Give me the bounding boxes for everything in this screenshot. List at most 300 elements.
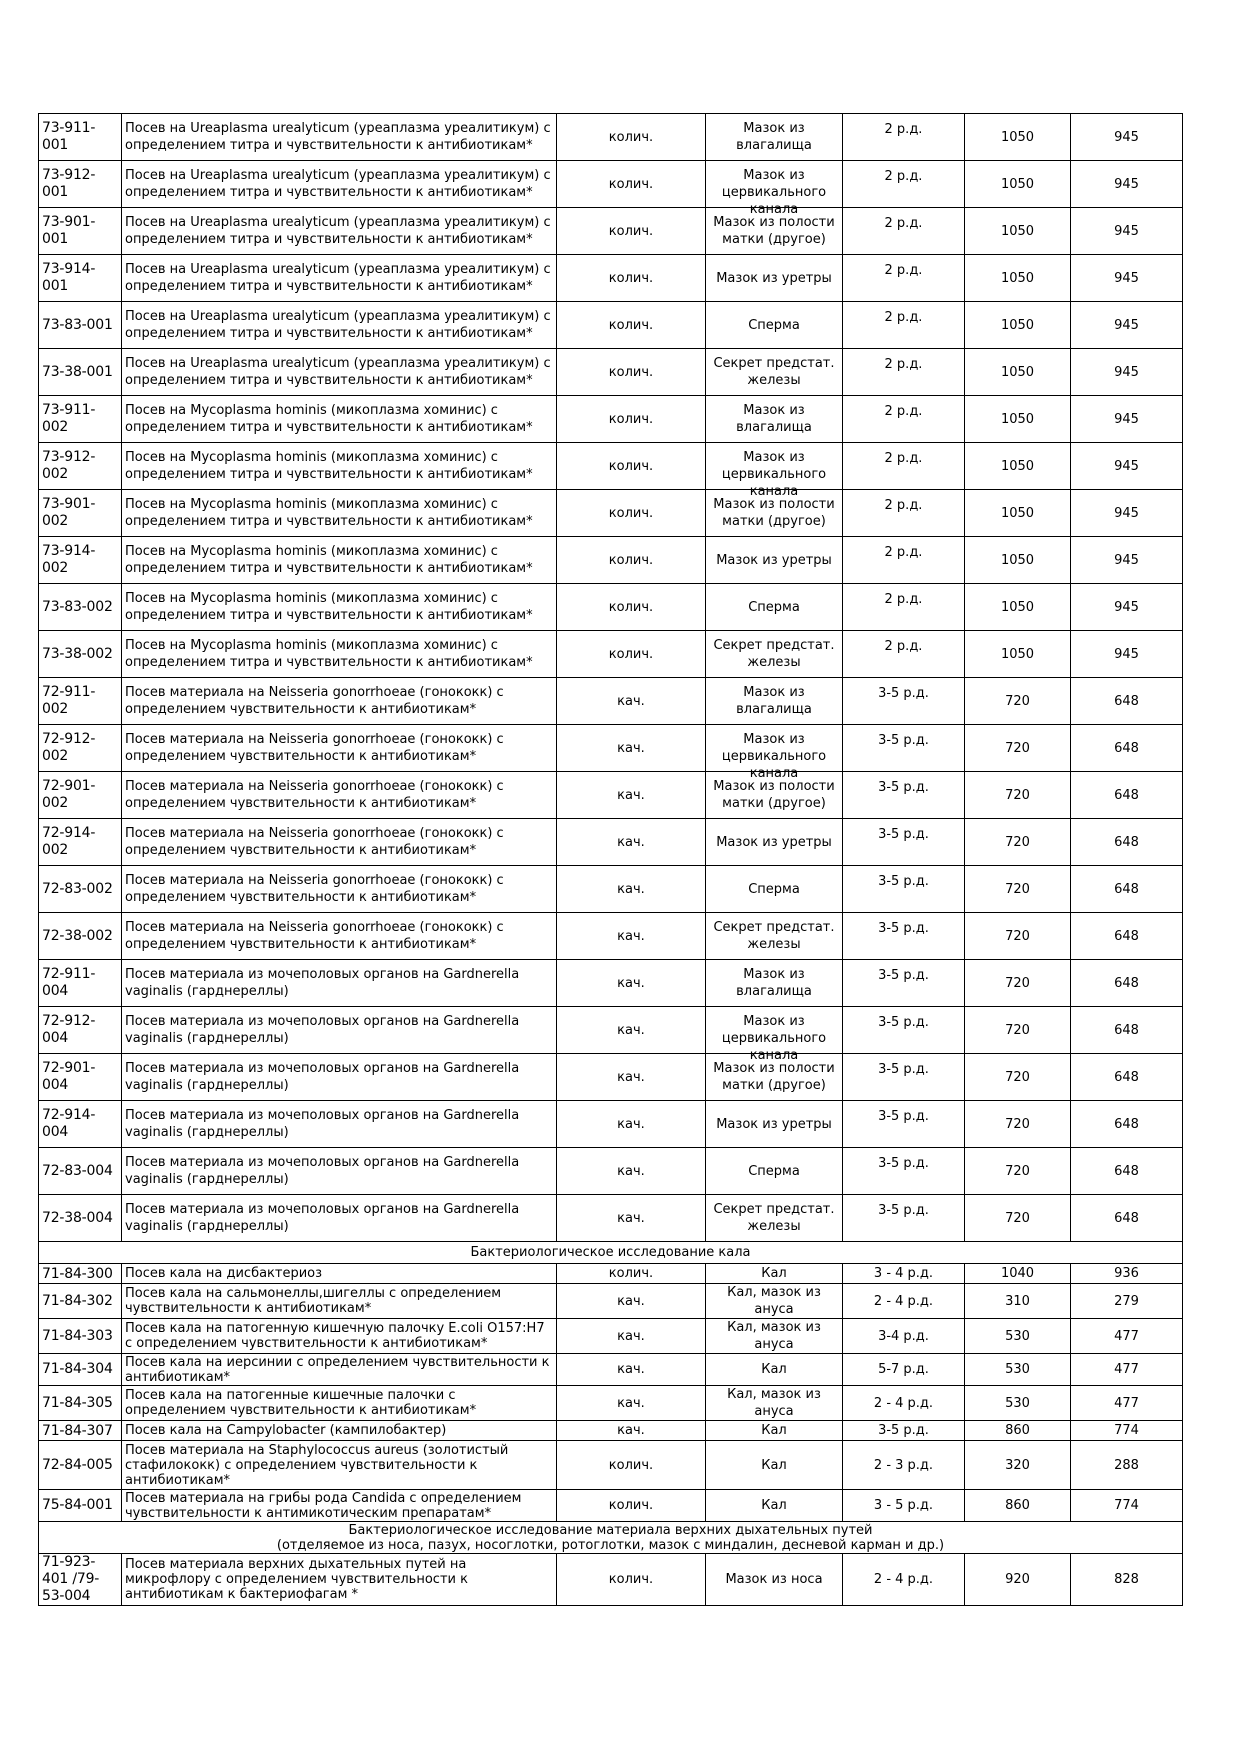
method bbox=[557, 1354, 706, 1386]
price-text: 1050 bbox=[1000, 458, 1035, 474]
discount-price bbox=[1071, 1441, 1183, 1490]
discount-price bbox=[1071, 678, 1183, 725]
service-code-text: 72-901-004 bbox=[42, 1060, 96, 1093]
material bbox=[706, 1264, 843, 1284]
method bbox=[557, 1101, 706, 1148]
material-text: Кал, мазок из ануса bbox=[727, 1285, 821, 1317]
discount-price-text: 945 bbox=[1114, 270, 1139, 286]
term-text: 3-5 р.д. bbox=[878, 779, 929, 795]
term-text: 2 р.д. bbox=[884, 497, 923, 513]
service-name bbox=[122, 819, 557, 866]
discount-price-text: 936 bbox=[1114, 1265, 1139, 1281]
service-name-text: Посев на Ureaplasma urealyticum (уреаплазма уреалитикум) с определением титра и чувствительности к антибиотикам* bbox=[125, 215, 551, 247]
discount-price-text: 945 bbox=[1114, 317, 1139, 333]
term-text: 2 - 3 р.д. bbox=[873, 1457, 934, 1473]
service-name bbox=[122, 631, 557, 678]
discount-price-text: 288 bbox=[1114, 1457, 1139, 1473]
material-text: Мазок из цервикального канала bbox=[721, 450, 827, 499]
material bbox=[706, 1386, 843, 1421]
service-name-text: Посев материала из мочеполовых органов на Gardnerella vaginalis (гарднереллы) bbox=[125, 1202, 520, 1234]
price bbox=[965, 302, 1071, 349]
price bbox=[965, 1148, 1071, 1195]
price-text: 530 bbox=[1005, 1362, 1030, 1377]
method bbox=[557, 396, 706, 443]
service-code-text: 73-901-001 bbox=[42, 214, 96, 247]
method-text: кач. bbox=[617, 1163, 645, 1179]
price-text: 720 bbox=[1005, 1116, 1030, 1132]
material bbox=[706, 537, 843, 584]
price-text: 1050 bbox=[1000, 364, 1035, 380]
service-code bbox=[39, 1007, 122, 1054]
method bbox=[557, 208, 706, 255]
price bbox=[965, 396, 1071, 443]
method bbox=[557, 1319, 706, 1354]
method-text: кач. bbox=[617, 1395, 645, 1411]
discount-price-text: 648 bbox=[1114, 928, 1139, 944]
service-code-text: 73-38-001 bbox=[42, 363, 113, 380]
discount-price bbox=[1071, 960, 1183, 1007]
price bbox=[965, 1554, 1071, 1606]
service-code-text: 73-912-002 bbox=[42, 449, 96, 482]
material bbox=[706, 396, 843, 443]
service-code-text: 72-83-004 bbox=[42, 1162, 113, 1179]
section-header bbox=[39, 1242, 1183, 1264]
term-text: 3-5 р.д. bbox=[878, 1108, 929, 1124]
term bbox=[843, 1554, 965, 1606]
service-code-text: 72-83-002 bbox=[42, 880, 113, 897]
discount-price-text: 945 bbox=[1114, 599, 1139, 615]
material bbox=[706, 584, 843, 631]
term-text: 3-5 р.д. bbox=[878, 1422, 929, 1438]
term bbox=[843, 1490, 965, 1522]
term bbox=[843, 302, 965, 349]
material-text: Мазок из уретры bbox=[716, 1116, 832, 1132]
term bbox=[843, 772, 965, 819]
service-code bbox=[39, 678, 122, 725]
term-text: 2 р.д. bbox=[884, 544, 923, 560]
price bbox=[965, 161, 1071, 208]
price-text: 1050 bbox=[1000, 317, 1035, 333]
discount-price bbox=[1071, 1195, 1183, 1242]
table-row bbox=[39, 1054, 1183, 1101]
term-text: 3-5 р.д. bbox=[878, 732, 929, 748]
method bbox=[557, 1490, 706, 1522]
term-text: 3-5 р.д. bbox=[878, 685, 929, 701]
method bbox=[557, 537, 706, 584]
method bbox=[557, 443, 706, 490]
service-code bbox=[39, 255, 122, 302]
material-text: Мазок из уретры bbox=[716, 270, 832, 286]
discount-price-text: 648 bbox=[1114, 1022, 1139, 1038]
term-text: 2 р.д. bbox=[884, 262, 923, 278]
method-text: кач. bbox=[617, 1422, 645, 1438]
discount-price-text: 945 bbox=[1114, 552, 1139, 568]
service-code bbox=[39, 537, 122, 584]
material-text: Кал bbox=[761, 1457, 787, 1473]
service-name-text: Посев на Ureaplasma urealyticum (уреаплазма уреалитикум) с определением титра и чувствительности к антибиотикам* bbox=[125, 168, 551, 200]
discount-price bbox=[1071, 1319, 1183, 1354]
method-text: колич. bbox=[608, 552, 654, 568]
method-text: кач. bbox=[617, 881, 645, 897]
material-text: Мазок из влагалища bbox=[736, 685, 812, 717]
term bbox=[843, 725, 965, 772]
term-text: 3-5 р.д. bbox=[878, 1061, 929, 1077]
service-name-text: Посев на Mycoplasma hominis (микоплазма хоминис) с определением титра и чувствительности к антибиотикам* bbox=[125, 403, 533, 435]
price bbox=[965, 819, 1071, 866]
material bbox=[706, 1007, 843, 1063]
service-name bbox=[122, 678, 557, 725]
term-text: 2 р.д. bbox=[884, 168, 923, 184]
material bbox=[706, 1148, 843, 1195]
table-row bbox=[39, 537, 1183, 584]
method-text: кач. bbox=[617, 1328, 645, 1344]
discount-price-text: 477 bbox=[1114, 1362, 1139, 1377]
service-code bbox=[39, 302, 122, 349]
table-row bbox=[39, 1101, 1183, 1148]
material bbox=[706, 1441, 843, 1490]
material bbox=[706, 1284, 843, 1319]
service-name-text: Посев на Ureaplasma urealyticum (уреаплазма уреалитикум) с определением титра и чувствительности к антибиотикам* bbox=[125, 262, 551, 294]
discount-price bbox=[1071, 725, 1183, 772]
discount-price-text: 945 bbox=[1114, 646, 1139, 662]
material-text: Секрет предстат. железы bbox=[713, 920, 835, 952]
term bbox=[843, 1148, 965, 1195]
discount-price-text: 648 bbox=[1114, 975, 1139, 991]
method-text: кач. bbox=[617, 1210, 645, 1226]
table-row bbox=[39, 1554, 1183, 1606]
discount-price-text: 945 bbox=[1114, 364, 1139, 380]
method-text: колич. bbox=[608, 176, 654, 192]
service-name-text: Посев материала на Neisseria gonorrhoeae (гонококк) с определением чувствительности к антибиотикам* bbox=[125, 779, 504, 811]
service-name bbox=[122, 1148, 557, 1195]
price-text: 320 bbox=[1005, 1457, 1030, 1473]
term bbox=[843, 1441, 965, 1490]
term bbox=[843, 396, 965, 443]
material bbox=[706, 1195, 843, 1242]
service-code bbox=[39, 960, 122, 1007]
term-text: 3-5 р.д. bbox=[878, 873, 929, 889]
material-text: Мазок из цервикального канала bbox=[721, 732, 827, 781]
service-name-text: Посев материала из мочеполовых органов на Gardnerella vaginalis (гарднереллы) bbox=[125, 1108, 520, 1140]
method bbox=[557, 1148, 706, 1195]
price bbox=[965, 490, 1071, 537]
term-text: 2 р.д. bbox=[884, 215, 923, 231]
table-row bbox=[39, 161, 1183, 208]
method bbox=[557, 678, 706, 725]
service-name bbox=[122, 584, 557, 631]
price-text: 1050 bbox=[1000, 552, 1035, 568]
material-text: Мазок из полости матки (другое) bbox=[713, 779, 835, 811]
method bbox=[557, 819, 706, 866]
material bbox=[706, 725, 843, 781]
term bbox=[843, 631, 965, 678]
service-code bbox=[39, 725, 122, 772]
service-name-text: Посев на Mycoplasma hominis (микоплазма хоминис) с определением титра и чувствительности к антибиотикам* bbox=[125, 638, 533, 670]
material-text: Сперма bbox=[748, 1163, 800, 1179]
method bbox=[557, 302, 706, 349]
price-text: 860 bbox=[1005, 1498, 1030, 1513]
service-code-text: 73-38-002 bbox=[42, 645, 113, 662]
service-name bbox=[122, 1264, 557, 1284]
discount-price bbox=[1071, 349, 1183, 396]
service-name bbox=[122, 1386, 557, 1421]
material bbox=[706, 772, 843, 819]
service-name bbox=[122, 1490, 557, 1522]
term bbox=[843, 208, 965, 255]
price-text: 530 bbox=[1005, 1328, 1030, 1344]
discount-price bbox=[1071, 443, 1183, 490]
method bbox=[557, 1554, 706, 1606]
table-row bbox=[39, 1319, 1183, 1354]
term-text: 2 р.д. bbox=[884, 309, 923, 325]
price bbox=[965, 1195, 1071, 1242]
service-code bbox=[39, 1490, 122, 1522]
material bbox=[706, 208, 843, 255]
term bbox=[843, 349, 965, 396]
table-row bbox=[39, 443, 1183, 490]
material bbox=[706, 1554, 843, 1606]
table-row bbox=[39, 1264, 1183, 1284]
price bbox=[965, 1264, 1071, 1284]
term-text: 2 р.д. bbox=[884, 403, 923, 419]
service-name bbox=[122, 396, 557, 443]
material bbox=[706, 161, 843, 217]
method bbox=[557, 349, 706, 396]
service-code bbox=[39, 1441, 122, 1490]
price bbox=[965, 1101, 1071, 1148]
service-code bbox=[39, 819, 122, 866]
discount-price-text: 945 bbox=[1114, 223, 1139, 239]
service-name bbox=[122, 1007, 557, 1054]
service-name bbox=[122, 1101, 557, 1148]
material-text: Кал bbox=[761, 1362, 787, 1377]
material-text: Мазок из влагалища bbox=[736, 403, 812, 435]
service-code bbox=[39, 631, 122, 678]
price bbox=[965, 678, 1071, 725]
method bbox=[557, 772, 706, 819]
discount-price bbox=[1071, 1148, 1183, 1195]
table-row bbox=[39, 1421, 1183, 1441]
service-name-text: Посев на Ureaplasma urealyticum (уреаплазма уреалитикум) с определением титра и чувствительности к антибиотикам* bbox=[125, 356, 551, 388]
price-text: 1050 bbox=[1000, 129, 1035, 145]
service-code-text: 72-38-002 bbox=[42, 927, 113, 944]
material bbox=[706, 960, 843, 1007]
discount-price-text: 774 bbox=[1114, 1498, 1139, 1513]
service-code-text: 72-911-002 bbox=[42, 684, 96, 717]
price-text: 530 bbox=[1005, 1395, 1030, 1411]
material-text: Сперма bbox=[748, 881, 800, 897]
price bbox=[965, 1054, 1071, 1101]
service-code bbox=[39, 1101, 122, 1148]
service-code bbox=[39, 1386, 122, 1421]
method-text: колич. bbox=[608, 317, 654, 333]
service-code bbox=[39, 913, 122, 960]
method-text: колич. bbox=[608, 129, 654, 145]
price-text: 1050 bbox=[1000, 270, 1035, 286]
discount-price-text: 279 bbox=[1114, 1293, 1139, 1309]
method bbox=[557, 1054, 706, 1101]
term bbox=[843, 1054, 965, 1101]
material-text: Мазок из цервикального канала bbox=[721, 1014, 827, 1063]
discount-price bbox=[1071, 584, 1183, 631]
material bbox=[706, 866, 843, 913]
table-row bbox=[39, 631, 1183, 678]
term-text: 2 р.д. bbox=[884, 450, 923, 466]
term-text: 2 р.д. bbox=[884, 638, 923, 654]
term bbox=[843, 537, 965, 584]
term-text: 2 - 4 р.д. bbox=[873, 1572, 934, 1587]
service-name-text: Посев материала на Neisseria gonorrhoeae (гонококк) с определением чувствительности к антибиотикам* bbox=[125, 732, 504, 764]
term bbox=[843, 1421, 965, 1441]
price-text: 720 bbox=[1005, 740, 1030, 756]
discount-price-text: 648 bbox=[1114, 1163, 1139, 1179]
table-row bbox=[39, 490, 1183, 537]
service-name-text: Посев материала на Neisseria gonorrhoeae (гонококк) с определением чувствительности к антибиотикам* bbox=[125, 685, 504, 717]
service-name-text: Посев материала на Neisseria gonorrhoeae (гонококк) с определением чувствительности к антибиотикам* bbox=[125, 826, 504, 858]
service-name bbox=[122, 1319, 557, 1354]
discount-price-text: 648 bbox=[1114, 1210, 1139, 1226]
service-code-text: 71-84-305 bbox=[42, 1394, 113, 1411]
discount-price-text: 774 bbox=[1114, 1422, 1139, 1438]
term bbox=[843, 1101, 965, 1148]
service-name-text: Посев материала из мочеполовых органов на Gardnerella vaginalis (гарднереллы) bbox=[125, 1155, 520, 1187]
service-name bbox=[122, 1441, 557, 1490]
method bbox=[557, 490, 706, 537]
table-row bbox=[39, 1148, 1183, 1195]
table-row bbox=[39, 913, 1183, 960]
price bbox=[965, 255, 1071, 302]
price bbox=[965, 1441, 1071, 1490]
service-code bbox=[39, 1284, 122, 1319]
table-row bbox=[39, 584, 1183, 631]
service-name bbox=[122, 1054, 557, 1101]
material-text: Мазок из полости матки (другое) bbox=[713, 497, 835, 529]
service-code-text: 73-912-001 bbox=[42, 167, 96, 200]
price bbox=[965, 584, 1071, 631]
material-text: Кал bbox=[761, 1423, 787, 1438]
material bbox=[706, 1101, 843, 1148]
service-name-text: Посев кала на патогенные кишечные палочки с определением чувствительности к антибиотикам* bbox=[125, 1388, 477, 1418]
table-row bbox=[39, 1441, 1183, 1490]
method-text: колич. bbox=[608, 364, 654, 380]
service-code-text: 71-84-303 bbox=[42, 1327, 113, 1344]
service-name-text: Посев материала на Neisseria gonorrhoeae (гонококк) с определением чувствительности к антибиотикам* bbox=[125, 873, 504, 905]
service-name bbox=[122, 725, 557, 772]
term-text: 3-5 р.д. bbox=[878, 967, 929, 983]
term-text: 3 - 4 р.д. bbox=[873, 1265, 934, 1281]
method bbox=[557, 114, 706, 161]
service-code bbox=[39, 349, 122, 396]
term-text: 3-4 р.д. bbox=[878, 1328, 929, 1344]
discount-price bbox=[1071, 1007, 1183, 1054]
method-text: колич. bbox=[608, 458, 654, 474]
service-name-text: Посев кала на патогенную кишечную палочку E.coli O157:H7 с определением чувствительности к антибиотикам* bbox=[125, 1321, 545, 1351]
price-text: 310 bbox=[1005, 1293, 1030, 1309]
discount-price-text: 945 bbox=[1114, 176, 1139, 192]
discount-price-text: 945 bbox=[1114, 411, 1139, 427]
price bbox=[965, 537, 1071, 584]
method bbox=[557, 960, 706, 1007]
price-text: 1050 bbox=[1000, 599, 1035, 615]
table-row bbox=[39, 349, 1183, 396]
method-text: кач. bbox=[617, 693, 645, 709]
service-code-text: 73-911-002 bbox=[42, 402, 96, 435]
service-name bbox=[122, 114, 557, 161]
term-text: 5-7 р.д. bbox=[878, 1362, 929, 1377]
table-row bbox=[39, 678, 1183, 725]
material bbox=[706, 1354, 843, 1386]
service-name bbox=[122, 1554, 557, 1606]
method bbox=[557, 631, 706, 678]
discount-price bbox=[1071, 537, 1183, 584]
service-name bbox=[122, 349, 557, 396]
method-text: кач. bbox=[617, 1022, 645, 1038]
method bbox=[557, 161, 706, 208]
price bbox=[965, 772, 1071, 819]
discount-price-text: 648 bbox=[1114, 693, 1139, 709]
price-text: 720 bbox=[1005, 1022, 1030, 1038]
service-name-text: Посев материала из мочеполовых органов на Gardnerella vaginalis (гарднереллы) bbox=[125, 967, 520, 999]
term bbox=[843, 1284, 965, 1319]
discount-price bbox=[1071, 1554, 1183, 1606]
method-text: колич. bbox=[608, 505, 654, 521]
method-text: колич. bbox=[608, 1572, 654, 1587]
service-name-text: Посев материала на Staphylococcus aureus (золотистый стафилококк) с определением чувствительности к антибиотикам* bbox=[125, 1442, 509, 1488]
table-row bbox=[39, 1490, 1183, 1522]
material bbox=[706, 114, 843, 161]
method bbox=[557, 1007, 706, 1054]
service-name-text: Посев материала на грибы рода Candida с определением чувствительности к антимикотическим препаратам* bbox=[125, 1490, 522, 1521]
material-text: Мазок из уретры bbox=[716, 552, 832, 568]
method-text: кач. bbox=[617, 975, 645, 991]
material bbox=[706, 1319, 843, 1354]
material bbox=[706, 255, 843, 302]
method-text: колич. bbox=[608, 223, 654, 239]
service-name-text: Посев кала на сальмонеллы,шигеллы с определением чувствительности к антибиотикам* bbox=[125, 1286, 502, 1316]
service-name-text: Посев на Mycoplasma hominis (микоплазма хоминис) с определением титра и чувствительности к антибиотикам* bbox=[125, 544, 533, 576]
service-code-text: 73-83-001 bbox=[42, 316, 113, 333]
material bbox=[706, 678, 843, 725]
material-text: Мазок из цервикального канала bbox=[721, 168, 827, 217]
method bbox=[557, 1195, 706, 1242]
discount-price bbox=[1071, 161, 1183, 208]
service-code-text: 72-914-004 bbox=[42, 1107, 96, 1140]
material bbox=[706, 1054, 843, 1101]
term-text: 2 р.д. bbox=[884, 356, 923, 372]
table-row bbox=[39, 1354, 1183, 1386]
discount-price bbox=[1071, 1284, 1183, 1319]
method-text: кач. bbox=[617, 740, 645, 756]
table-row bbox=[39, 960, 1183, 1007]
method-text: колич. bbox=[608, 1265, 654, 1281]
discount-price bbox=[1071, 255, 1183, 302]
method-text: кач. bbox=[617, 787, 645, 803]
method bbox=[557, 1284, 706, 1319]
term-text: 2 - 4 р.д. bbox=[873, 1293, 934, 1309]
method bbox=[557, 913, 706, 960]
price bbox=[965, 1284, 1071, 1319]
service-code-text: 71-84-302 bbox=[42, 1292, 113, 1309]
table-row bbox=[39, 1386, 1183, 1421]
discount-price-text: 945 bbox=[1114, 129, 1139, 145]
service-code bbox=[39, 396, 122, 443]
service-code-text: 73-914-001 bbox=[42, 261, 96, 294]
service-name bbox=[122, 913, 557, 960]
service-code bbox=[39, 1421, 122, 1441]
material-text: Мазок из полости матки (другое) bbox=[713, 1061, 835, 1093]
discount-price-text: 477 bbox=[1114, 1395, 1139, 1411]
price-text: 720 bbox=[1005, 881, 1030, 897]
